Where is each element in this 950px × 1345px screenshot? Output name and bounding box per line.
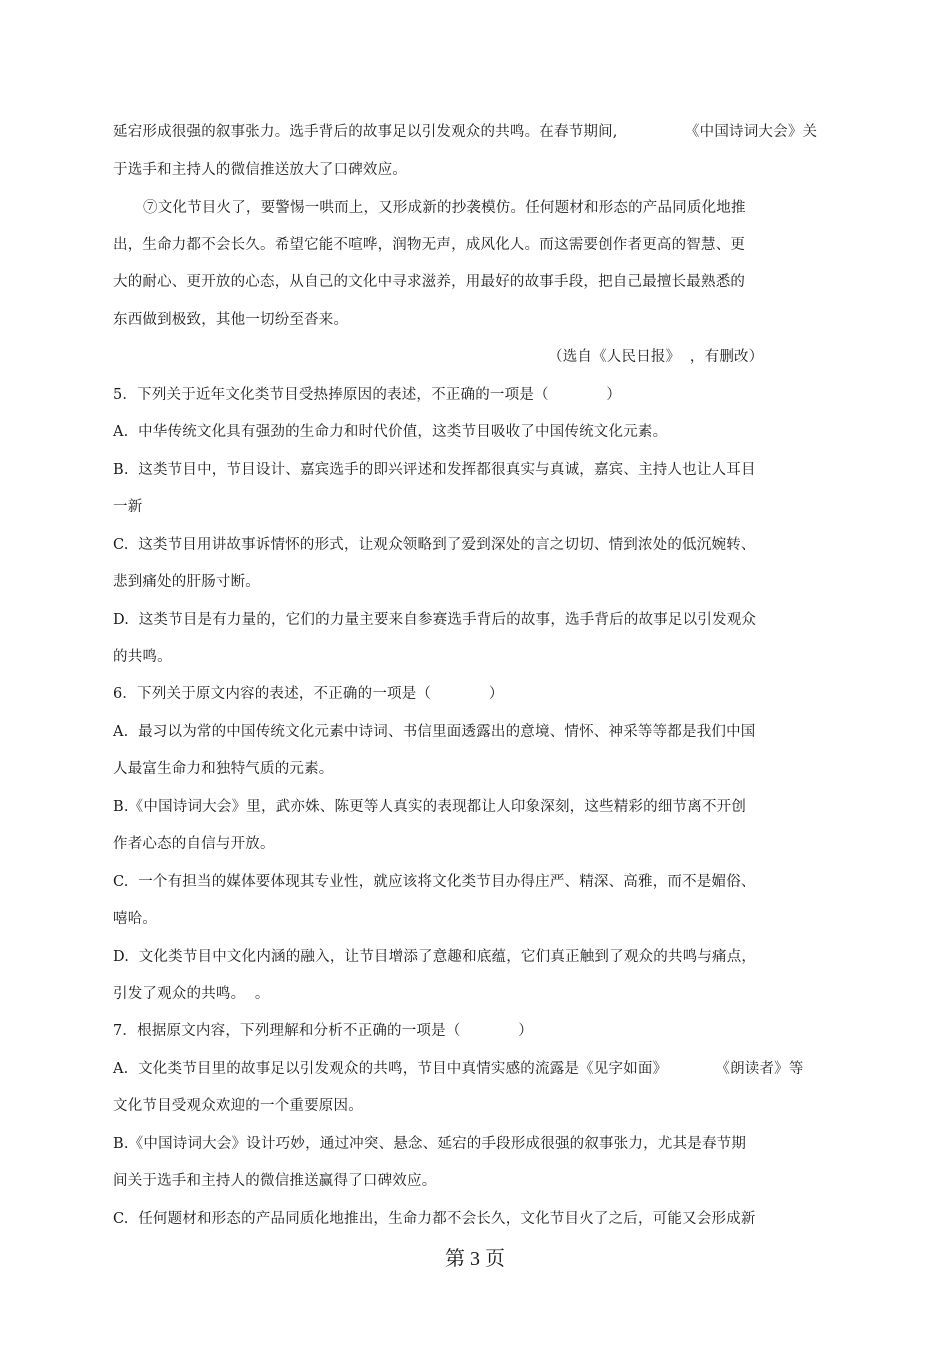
question-6-option-d: D. 文化类节目中文化内涵的融入，让节目增添了意趣和底蕴，它们真正触到了观众的共鸣与痛点， [113, 949, 757, 965]
passage-line: 大的耐心、更开放的心态，从自己的文化中寻求滋养，用最好的故事手段，把自己最擅长最熟悉的 [113, 274, 746, 290]
question-7-option-b-cont: 间关于选手和主持人的微信推送赢得了口碑效应。 [113, 1173, 437, 1189]
question-5-option-c: C. 这类节目用讲故事诉情怀的形式，让观众领略到了爱到深处的言之切切、情到浓处的低沉婉转、 [113, 537, 756, 553]
question-5-option-d-cont: 的共鸣。 [113, 649, 172, 665]
question-6-option-c: C. 一个有担当的媒体要体现其专业性，就应该将文化类节目办得庄严、精深、高雅，而不是媚俗、 [113, 874, 756, 890]
question-7-option-a-cont: 文化节目受观众欢迎的一个重要原因。 [113, 1098, 363, 1114]
question-5-option-a: A. 中华传统文化具有强劲的生命力和时代价值，这类节目吸收了中国传统文化元素。 [113, 424, 668, 440]
question-6-option-b-cont: 作者心态的自信与开放。 [113, 836, 275, 852]
question-5-option-c-cont: 悲到痛处的肝肠寸断。 [113, 574, 260, 590]
passage-line: 于选手和主持人的微信推送放大了口碑效应。 [113, 162, 407, 178]
passage-line: 出，生命力都不会长久。希望它能不喧哗，润物无声，成风化人。而这需要创作者更高的智慧、更 [113, 237, 746, 253]
passage-line: 东西做到极致，其他一切纷至沓来。 [113, 312, 349, 328]
passage-paragraph-7: ⑦文化节目火了，要警惕一哄而上，又形成新的抄袭模仿。任何题材和形态的产品同质化地推 [143, 200, 746, 216]
question-6-option-a: A. 最习以为常的中国传统文化元素中诗词、书信里面透露出的意境、情怀、神采等等都是我们中国 [113, 724, 756, 740]
question-5-option-d: D. 这类节目是有力量的，它们的力量主要来自参赛选手背后的故事，选手背后的故事足以引发观众 [113, 612, 757, 628]
question-5-stem: 5．下列关于近年文化类节目受热捧原因的表述，不正确的一项是（ ） [113, 387, 622, 403]
passage-source: （选自《人民日报》 ，有删改） [548, 349, 764, 365]
question-7-stem: 7．根据原文内容，下列理解和分析不正确的一项是（ ） [113, 1023, 533, 1039]
question-5-option-b: B. 这类节目中，节目设计、嘉宾选手的即兴评述和发挥都很真实与真诚，嘉宾、主持人也让人耳目 [113, 462, 756, 478]
question-6-option-d-cont: 引发了观众的共鸣。 。 [113, 986, 270, 1002]
question-6-stem: 6．下列关于原文内容的表述，不正确的一项是（ ） [113, 686, 504, 702]
question-6-option-a-cont: 人最富生命力和独特气质的元素。 [113, 761, 334, 777]
page-number: 第 3 页 [445, 1248, 505, 1270]
question-7-option-b: B.《中国诗词大会》设计巧妙，通过冲突、悬念、延宕的手段形成很强的叙事张力，尤其是春节期 [113, 1136, 747, 1152]
question-5-option-b-cont: 一新 [113, 499, 143, 515]
question-6-option-c-cont: 嘻哈。 [113, 911, 158, 927]
question-7-option-a: A. 文化类节目里的故事足以引发观众的共鸣，节目中真情实感的流露是《见字如面》 《朗读者》等 [113, 1061, 804, 1077]
passage-line: 延宕形成很强的叙事张力。选手背后的故事足以引发观众的共鸣。在春节期间, 《中国诗词大会》关 [113, 124, 818, 140]
question-7-option-c: C. 任何题材和形态的产品同质化地推出，生命力都不会长久，文化节目火了之后，可能又会形成新 [113, 1211, 756, 1227]
question-6-option-b: B.《中国诗词大会》里，武亦姝、陈更等人真实的表现都让人印象深刻，这些精彩的细节离不开创 [113, 799, 747, 815]
